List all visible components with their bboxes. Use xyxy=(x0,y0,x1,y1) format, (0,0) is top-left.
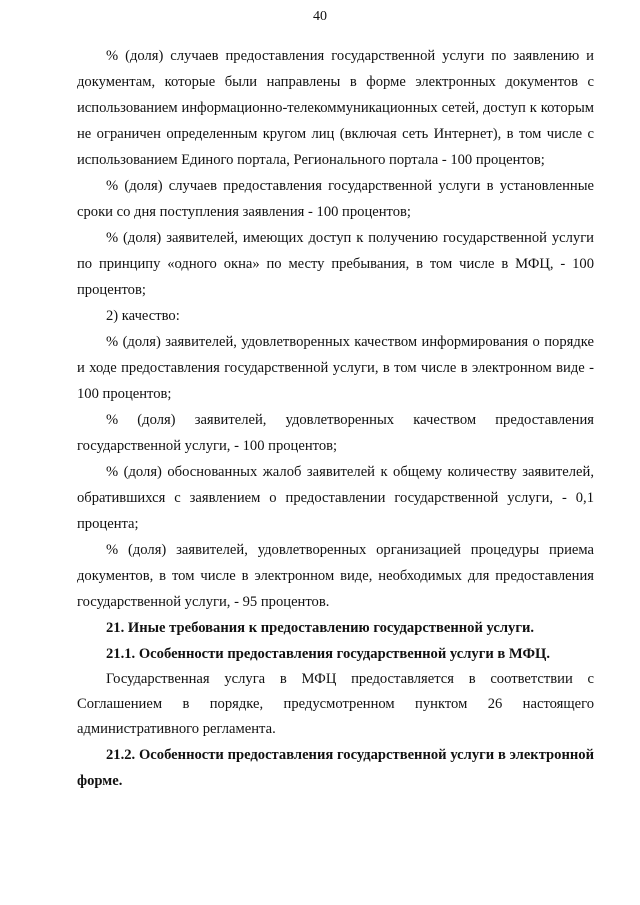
paragraph-deadline-share: % (доля) случаев предоставления государственной услуги в установленные сроки со дня поступления заявления - 100 процентов; xyxy=(77,178,594,220)
paragraph-informing-share: % (доля) заявителей, удовлетворенных качеством информирования о порядке и ходе предоставления государственной услуги, в том числе в электронном виде - 100 процентов; xyxy=(77,334,594,402)
section-21-1-heading: 21.1. Особенности предоставления государственной услуги в МФЦ. xyxy=(106,646,551,662)
section-21-heading: 21. Иные требования к предоставлению государственной услуги. xyxy=(106,620,535,636)
paragraph-one-window-share: % (доля) заявителей, имеющих доступ к получению государственной услуги по принципу «одного окна» по месту пребывания, в том числе в МФЦ, - 100 процентов; xyxy=(77,230,594,298)
paragraph-quality-heading: 2) качество: xyxy=(106,308,180,324)
paragraph-satisfaction-share: % (доля) заявителей, удовлетворенных качеством предоставления государственной услуги, - 100 процентов; xyxy=(77,412,594,454)
page-number: 40 xyxy=(313,9,327,24)
section-21-1-text: Государственная услуга в МФЦ предоставляется в соответствии с Соглашением в порядке, предусмотренном пунктом 26 настоящего административного регламента. xyxy=(77,671,594,737)
paragraph-reception-share: % (доля) заявителей, удовлетворенных организацией процедуры приема документов, в том числе в электронном виде, необходимых для предоставления государственной услуги, - 95 процентов. xyxy=(77,542,594,610)
document-body xyxy=(77,43,594,794)
section-21-2-heading: 21.2. Особенности предоставления государственной услуги в электронной форме. xyxy=(77,747,594,789)
paragraph-complaints-share: % (доля) обоснованных жалоб заявителей к общему количеству заявителей, обратившихся с заявлением о предоставлении государственной услуги, - 0,1 процента; xyxy=(77,464,594,532)
paragraph-electronic-share: % (доля) случаев предоставления государственной услуги по заявлению и документам, которые были направлены в форме электронных документов с использованием информационно-телекоммуникационных сетей, доступ к которым не ограничен определенным кругом лиц (включая сеть Интернет), в том числе с использованием Единого портала, Регионального портала - 100 процентов; xyxy=(77,48,594,168)
